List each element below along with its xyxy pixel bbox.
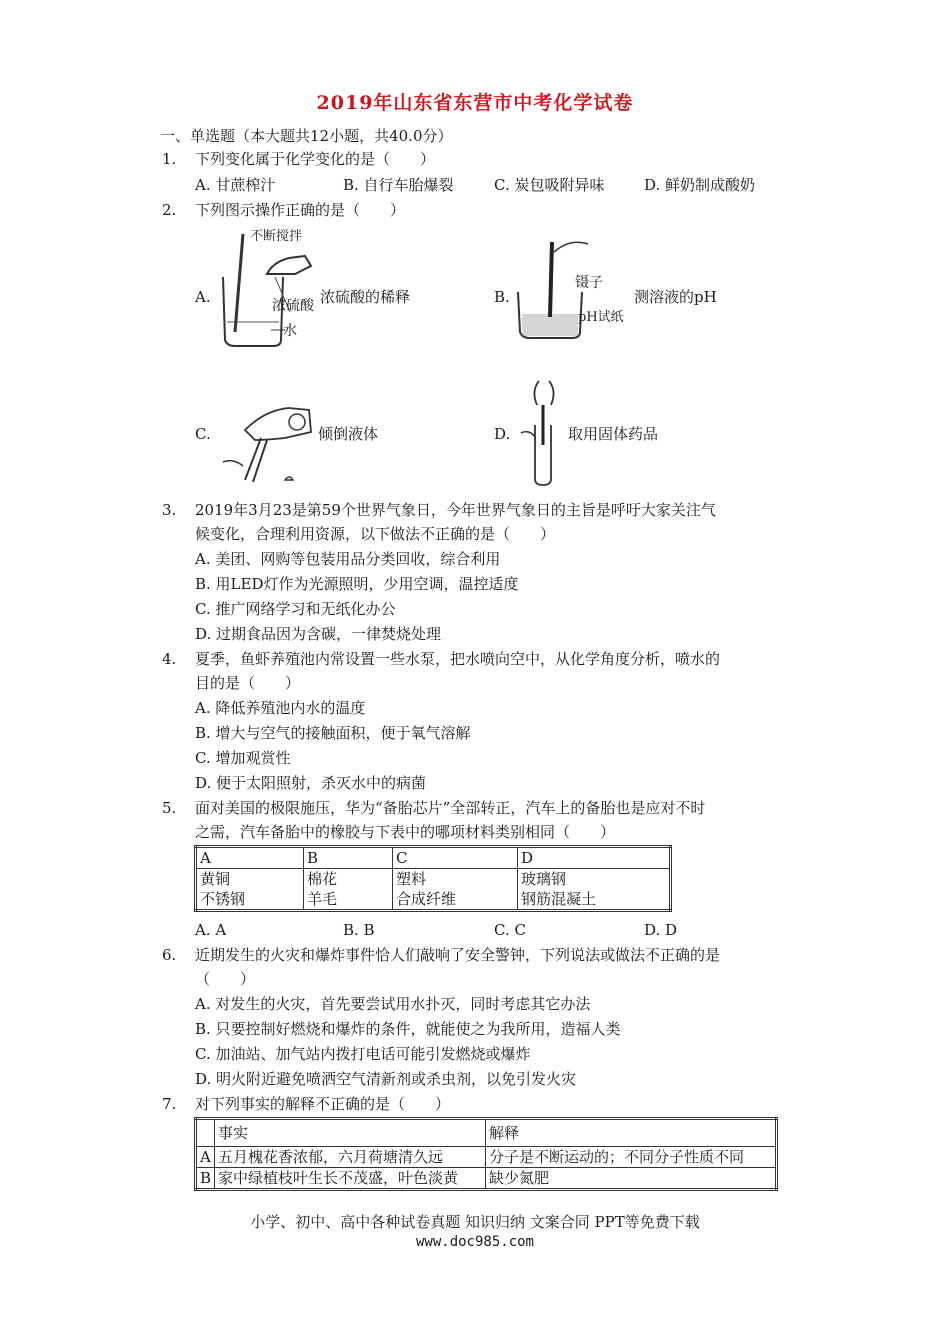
label-stirring: 不断搅拌 [250, 229, 303, 244]
option-d: D. 便于太阳照射，杀灭水中的病菌 [195, 774, 427, 792]
option-a: A. 对发生的火灾，首先要尝试用水扑灭，同时考虑其它办法 [195, 995, 591, 1013]
option-c: C. 增加观赏性 [195, 749, 291, 767]
option-c: C. 加油站、加气站内拨打电话可能引发燃烧或爆炸 [195, 1045, 531, 1063]
option-c: C. [195, 425, 211, 443]
option-a: A. [195, 288, 211, 306]
question-line: 目的是（ ） [195, 674, 301, 692]
option-d: D. 明火附近避免喷洒空气清新剂或杀虫剂，以免引发火灾 [195, 1070, 577, 1088]
facts-table [194, 1117, 778, 1191]
caption-c: 倾倒液体 [318, 425, 379, 443]
question-text: 下列图示操作正确的是（ ） [195, 201, 406, 219]
option-a: A. 降低养殖池内水的温度 [195, 699, 366, 717]
option-a: A. 美团、网购等包装用品分类回收，综合利用 [195, 550, 501, 568]
question-number: 2. [162, 201, 177, 219]
option-c: C. 推广网络学习和无纸化办公 [195, 600, 396, 618]
section-heading: 一、单选题（本大题共12小题，共40.0分） [160, 127, 453, 145]
question-text: 对下列事实的解释不正确的是（ ） [195, 1095, 451, 1113]
table-cell: B [196, 1168, 215, 1190]
table-cell: 塑料 合成纤维 [393, 869, 518, 911]
option-b: B. 用LED灯作为光源照明，少用空调，温控适度 [195, 575, 519, 593]
option-d: D. 过期食品因为含碳，一律焚烧处理 [195, 625, 442, 643]
table-cell: 缺少氮肥 [486, 1168, 777, 1190]
question-line: 夏季，鱼虾养殖池内常设置一些水泵，把水喷向空中，从化学角度分析，喷水的 [195, 650, 721, 668]
page-title: 2019年山东省东营市中考化学试卷 [316, 92, 634, 114]
question-line: 近期发生的火灾和爆炸事件恰人们敲响了安全警钟，下列说法或做法不正确的是 [195, 946, 721, 964]
question-line: 候变化，合理利用资源，以下做法不正确的是（ ） [195, 525, 556, 543]
caption-a: 浓硫酸的稀释 [320, 288, 411, 306]
option-a: A. A [195, 921, 227, 939]
option-b: B. 增大与空气的接触面积，便于氧气溶解 [195, 724, 471, 742]
question-number: 7. [162, 1095, 177, 1113]
table-header [196, 1119, 215, 1147]
ph-figure [510, 232, 630, 342]
label-water: 水 [283, 323, 297, 339]
table-header: A [196, 847, 304, 869]
table-cell: 分子是不断运动的；不同分子性质不同 [486, 1147, 777, 1168]
question-number: 3. [162, 501, 177, 519]
label-ph-paper: pH试纸 [578, 310, 624, 325]
question-line: 面对美国的极限施压，华为“备胎芯片”全部转正，汽车上的备胎也是应对不时 [195, 799, 706, 817]
option-b: B. B [343, 921, 375, 939]
question-number: 1. [162, 150, 177, 168]
question-number: 4. [162, 650, 177, 668]
option-b: B. [494, 288, 510, 306]
table-header: B [304, 847, 393, 869]
table-header: C [393, 847, 518, 869]
table-cell: 玻璃钢 钢筋混凝土 [518, 869, 671, 911]
option-c: C. 炭包吸附异味 [494, 176, 605, 194]
table-cell: 棉花 羊毛 [304, 869, 393, 911]
table-header: 解释 [486, 1119, 777, 1147]
table-header: D [518, 847, 671, 869]
option-d: D. 鲜奶制成酸奶 [644, 176, 756, 194]
footer-url[interactable]: www.doc985.com [415, 1234, 534, 1250]
question-number: 5. [162, 799, 177, 817]
footer-text: 小学、初中、高中各种试卷真题 知识归纳 文案合同 PPT等免费下载 [250, 1213, 700, 1231]
question-line: 2019年3月23是第59个世界气象日，今年世界气象日的主旨是呼吁大家关注气 [195, 501, 716, 519]
caption-d: 取用固体药品 [568, 425, 659, 443]
table-cell: A [196, 1147, 215, 1168]
option-a: A. 甘蔗榨汁 [195, 176, 276, 194]
solid-figure [515, 375, 575, 490]
question-line: 之需，汽车备胎中的橡胶与下表中的哪项材料类别相同（ ） [195, 823, 616, 841]
option-b: B. 自行车胎爆裂 [343, 176, 454, 194]
option-d: D. [494, 425, 511, 443]
option-d: D. D [644, 921, 678, 939]
caption-b: 测溶液的pH [634, 288, 717, 306]
table-cell: 五月槐花香浓郁，六月荷塘清久远 [215, 1147, 486, 1168]
materials-table [194, 845, 672, 912]
question-number: 6. [162, 946, 177, 964]
label-tweezers: 镊子 [575, 275, 603, 291]
question-text: 下列变化属于化学变化的是（ ） [195, 150, 436, 168]
table-cell: 家中绿植枝叶生长不茂盛，叶色淡黄 [215, 1168, 486, 1190]
label-acid: 浓硫酸 [272, 298, 314, 314]
table-cell: 黄铜 不锈钢 [196, 869, 304, 911]
pouring-figure [215, 380, 320, 490]
table-header: 事实 [215, 1119, 486, 1147]
question-line: （ ） [195, 970, 256, 988]
option-b: B. 只要控制好燃烧和爆炸的条件，就能使之为我所用，造福人类 [195, 1020, 621, 1038]
option-c: C. C [494, 921, 526, 939]
